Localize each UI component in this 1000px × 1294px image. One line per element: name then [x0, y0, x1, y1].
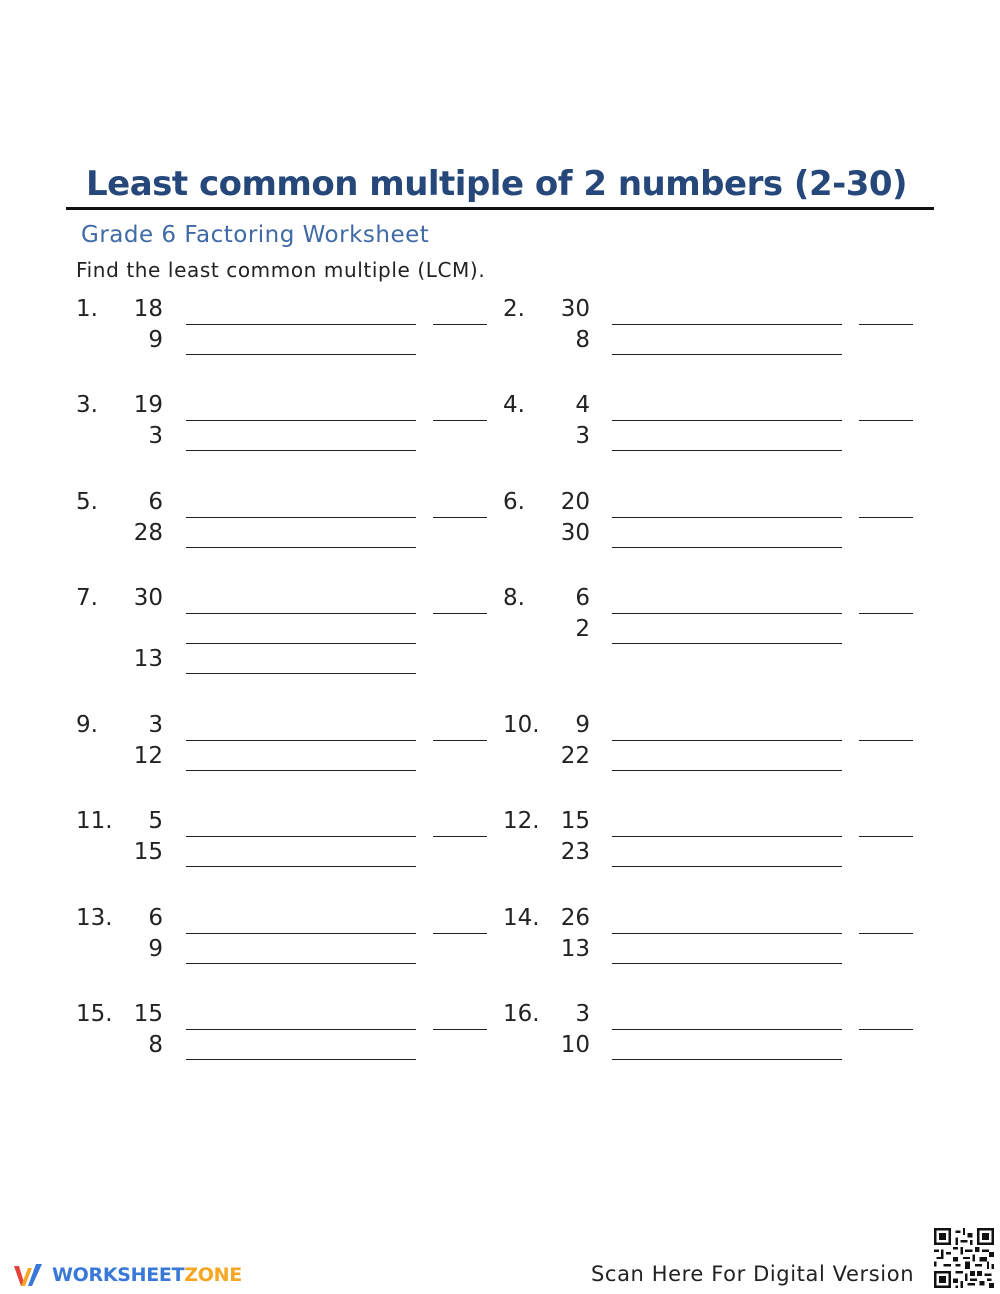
problem-number: 3. — [76, 392, 98, 418]
answer-blank[interactable] — [433, 420, 487, 421]
problem-number: 2. — [503, 296, 525, 322]
work-line[interactable] — [186, 547, 416, 548]
operand-second: 22 — [560, 743, 590, 769]
operand-first: 26 — [560, 905, 590, 931]
brand-name-accent: ZONE — [184, 1264, 242, 1286]
answer-blank[interactable] — [859, 324, 913, 325]
work-line[interactable] — [612, 963, 842, 964]
answer-blank[interactable] — [433, 324, 487, 325]
work-line[interactable] — [612, 933, 842, 934]
work-line[interactable] — [186, 740, 416, 741]
problem-number: 1. — [76, 296, 98, 322]
operand-first: 30 — [560, 296, 590, 322]
operand-second: 30 — [560, 520, 590, 546]
problem-item — [503, 1001, 943, 1101]
operand-second: 12 — [133, 743, 163, 769]
operand-second: 9 — [148, 327, 163, 353]
brand-name-main: WORKSHEET — [52, 1264, 185, 1286]
work-line[interactable] — [186, 866, 416, 867]
problem-number: 15. — [76, 1001, 113, 1027]
problem-number: 10. — [503, 712, 540, 738]
qr-code-icon[interactable] — [934, 1228, 994, 1288]
operand-first: 19 — [133, 392, 163, 418]
brand-logo[interactable] — [12, 1258, 242, 1292]
answer-blank[interactable] — [859, 420, 913, 421]
work-line[interactable] — [186, 324, 416, 325]
work-line[interactable] — [186, 673, 416, 674]
work-line[interactable] — [186, 963, 416, 964]
answer-blank[interactable] — [433, 1029, 487, 1030]
problem-number: 13. — [76, 905, 113, 931]
problem-number: 12. — [503, 808, 540, 834]
operand-second: 8 — [575, 327, 590, 353]
operand-second: 9 — [148, 936, 163, 962]
operand-second: 28 — [133, 520, 163, 546]
work-line[interactable] — [612, 836, 842, 837]
operand-second: 13 — [560, 936, 590, 962]
problem-number: 7. — [76, 585, 98, 611]
work-line[interactable] — [612, 517, 842, 518]
work-line[interactable] — [186, 1029, 416, 1030]
operand-second: 13 — [133, 646, 163, 672]
operand-first: 5 — [148, 808, 163, 834]
work-line[interactable] — [612, 450, 842, 451]
page-title: Least common multiple of 2 numbers (2-30) — [86, 164, 908, 204]
problem-number: 6. — [503, 489, 525, 515]
answer-blank[interactable] — [859, 740, 913, 741]
problem-item — [503, 489, 943, 589]
problem-item — [76, 296, 516, 396]
answer-blank[interactable] — [433, 836, 487, 837]
problem-item — [76, 489, 516, 589]
operand-first: 15 — [133, 1001, 163, 1027]
scan-caption: Scan Here For Digital Version — [591, 1262, 915, 1286]
operand-first: 3 — [148, 712, 163, 738]
work-line[interactable] — [612, 770, 842, 771]
problem-item — [503, 585, 943, 685]
work-line[interactable] — [612, 643, 842, 644]
problem-item — [503, 808, 943, 908]
operand-first: 20 — [560, 489, 590, 515]
work-line[interactable] — [186, 450, 416, 451]
problem-item — [76, 585, 516, 685]
page-subtitle: Grade 6 Factoring Worksheet — [81, 222, 430, 248]
answer-blank[interactable] — [859, 613, 913, 614]
operand-first: 9 — [575, 712, 590, 738]
operand-second: 3 — [575, 423, 590, 449]
work-line[interactable] — [612, 613, 842, 614]
work-line[interactable] — [612, 740, 842, 741]
work-line[interactable] — [612, 324, 842, 325]
problem-number: 5. — [76, 489, 98, 515]
work-line[interactable] — [612, 1029, 842, 1030]
title-divider — [66, 207, 934, 210]
operand-first: 4 — [575, 392, 590, 418]
work-line[interactable] — [186, 643, 416, 644]
problem-item — [76, 808, 516, 908]
operand-second: 2 — [575, 616, 590, 642]
operand-second: 3 — [148, 423, 163, 449]
answer-blank[interactable] — [433, 933, 487, 934]
work-line[interactable] — [186, 836, 416, 837]
answer-blank[interactable] — [433, 517, 487, 518]
problem-item — [76, 905, 516, 1005]
brand-name — [52, 1264, 242, 1286]
problem-item — [76, 1001, 516, 1101]
answer-blank[interactable] — [859, 836, 913, 837]
problem-item — [503, 392, 943, 492]
work-line[interactable] — [186, 613, 416, 614]
operand-first: 18 — [133, 296, 163, 322]
worksheetzone-logo-icon — [12, 1260, 46, 1290]
answer-blank[interactable] — [433, 740, 487, 741]
work-line[interactable] — [186, 517, 416, 518]
answer-blank[interactable] — [859, 933, 913, 934]
work-line[interactable] — [612, 866, 842, 867]
problem-number: 4. — [503, 392, 525, 418]
work-line[interactable] — [186, 354, 416, 355]
operand-second: 8 — [148, 1032, 163, 1058]
answer-blank[interactable] — [859, 1029, 913, 1030]
problem-number: 9. — [76, 712, 98, 738]
work-line[interactable] — [186, 770, 416, 771]
problem-number: 14. — [503, 905, 540, 931]
work-line[interactable] — [612, 1059, 842, 1060]
answer-blank[interactable] — [433, 613, 487, 614]
work-line[interactable] — [186, 933, 416, 934]
problem-number: 11. — [76, 808, 113, 834]
work-line[interactable] — [186, 420, 416, 421]
operand-first: 30 — [133, 585, 163, 611]
problem-item — [503, 905, 943, 1005]
operand-second: 23 — [560, 839, 590, 865]
instructions: Find the least common multiple (LCM). — [76, 258, 486, 282]
work-line[interactable] — [612, 547, 842, 548]
work-line[interactable] — [612, 420, 842, 421]
problem-item — [503, 296, 943, 396]
operand-first: 3 — [575, 1001, 590, 1027]
problem-number: 8. — [503, 585, 525, 611]
problem-item — [503, 712, 943, 812]
problem-item — [76, 392, 516, 492]
operand-first: 6 — [148, 489, 163, 515]
problem-item — [76, 712, 516, 812]
problem-number: 16. — [503, 1001, 540, 1027]
operand-second: 10 — [560, 1032, 590, 1058]
operand-first: 6 — [148, 905, 163, 931]
operand-first: 15 — [560, 808, 590, 834]
work-line[interactable] — [186, 1059, 416, 1060]
work-line[interactable] — [612, 354, 842, 355]
answer-blank[interactable] — [859, 517, 913, 518]
operand-first: 6 — [575, 585, 590, 611]
operand-second: 15 — [133, 839, 163, 865]
